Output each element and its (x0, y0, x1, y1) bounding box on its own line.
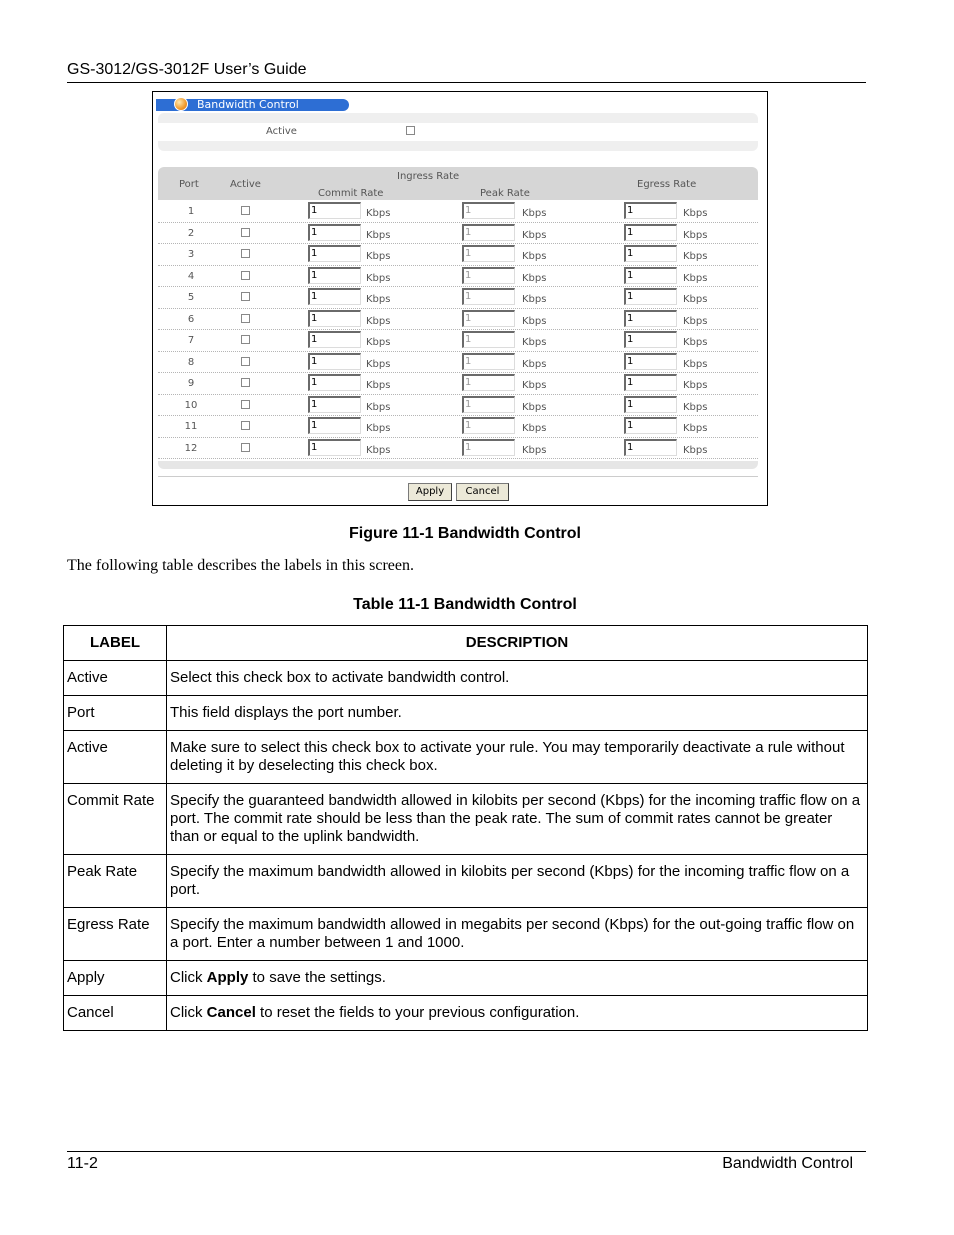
egress-rate-input[interactable]: 1 (624, 245, 677, 262)
commit-unit-label: Kbps (366, 315, 391, 327)
egress-unit-label: Kbps (683, 401, 708, 413)
egress-unit-label: Kbps (683, 229, 708, 241)
commit-rate-input[interactable]: 1 (308, 374, 361, 391)
commit-unit-label: Kbps (366, 294, 391, 305)
commit-rate-input[interactable]: 1 (308, 439, 361, 456)
col-egress-rate: Egress Rate (637, 179, 697, 190)
cancel-button[interactable]: Cancel (456, 483, 509, 501)
row-label: Cancel (64, 996, 167, 1031)
port-active-checkbox[interactable] (241, 206, 250, 215)
egress-unit-label: Kbps (683, 358, 708, 370)
port-number: 11 (184, 421, 198, 432)
peak-unit-label: Kbps (522, 401, 547, 413)
button-divider (158, 476, 758, 477)
egress-rate-input[interactable]: 1 (624, 439, 677, 456)
port-active-checkbox[interactable] (241, 271, 250, 280)
row-label: Active (64, 731, 167, 784)
apply-button[interactable]: Apply (408, 483, 452, 501)
commit-rate-input[interactable]: 1 (308, 417, 361, 434)
chapter-name: Bandwidth Control (722, 1155, 853, 1172)
col-active: Active (230, 179, 261, 190)
port-active-checkbox[interactable] (241, 292, 250, 301)
desc-text: This field displays the port number. (170, 704, 402, 721)
peak-unit-label: Kbps (522, 251, 547, 262)
panel-title: Bandwidth Control (197, 98, 299, 111)
port-active-checkbox[interactable] (241, 378, 250, 387)
egress-rate-input[interactable]: 1 (624, 202, 677, 219)
row-label: Peak Rate (64, 855, 167, 908)
egress-rate-input[interactable]: 1 (624, 310, 677, 327)
table-row (64, 908, 868, 961)
row-description (167, 996, 868, 1031)
commit-rate-input[interactable]: 1 (308, 396, 361, 413)
table-caption: Table 11-1 Bandwidth Control (353, 596, 577, 613)
port-active-checkbox[interactable] (241, 335, 250, 344)
peak-rate-input[interactable]: 1 (462, 288, 515, 305)
col-port: Port (179, 179, 199, 190)
commit-rate-input[interactable]: 1 (308, 288, 361, 305)
row-description (167, 696, 868, 731)
table-row (64, 661, 868, 696)
commit-rate-input[interactable]: 1 (308, 245, 361, 262)
desc-post: to reset the fields to your previous configuration. (255, 1004, 580, 1021)
desc-bold: Apply (206, 969, 249, 986)
egress-rate-input[interactable]: 1 (624, 417, 677, 434)
port-row (158, 416, 758, 438)
commit-unit-label: Kbps (366, 380, 391, 391)
table-footer-band (158, 461, 758, 469)
desc-text: Specify the maximum bandwidth allowed in kilobits per second (Kbps) for the incoming traffic flow on a port. (170, 863, 850, 898)
row-label: Apply (64, 961, 167, 996)
header-description: DESCRIPTION (167, 626, 868, 661)
port-row (158, 266, 758, 288)
port-row (158, 287, 758, 309)
col-commit-rate: Commit Rate (318, 188, 384, 199)
commit-rate-input[interactable]: 1 (308, 202, 361, 219)
desc-text: Specify the maximum bandwidth allowed in megabits per second (Kbps) for the out-going traffic flow on a port. Enter a number between 1 and 1000. (170, 916, 855, 951)
commit-rate-input[interactable]: 1 (308, 310, 361, 327)
desc-bold: Cancel (206, 1004, 256, 1021)
desc-text: Select this check box to activate bandwidth control. (170, 669, 510, 686)
figure-caption: Figure 11-1 Bandwidth Control (348, 525, 581, 542)
egress-unit-label: Kbps (683, 380, 708, 391)
egress-unit-label: Kbps (683, 294, 708, 305)
peak-unit-label: Kbps (522, 358, 547, 370)
port-row (158, 244, 758, 266)
port-row (158, 395, 758, 417)
row-description (167, 961, 868, 996)
port-row (158, 352, 758, 374)
commit-unit-label: Kbps (366, 423, 391, 434)
commit-rate-input[interactable]: 1 (308, 331, 361, 348)
row-description (167, 661, 868, 696)
header-label: LABEL (64, 626, 167, 661)
bandwidth-control-screen (152, 91, 768, 506)
peak-rate-input[interactable]: 1 (462, 417, 515, 434)
peak-rate-input[interactable]: 1 (462, 245, 515, 262)
col-peak-rate: Peak Rate (480, 188, 530, 199)
port-number: 8 (187, 356, 195, 368)
orb-icon (174, 97, 188, 111)
table-row (64, 961, 868, 996)
egress-rate-input[interactable]: 1 (624, 267, 677, 284)
port-row (158, 223, 758, 245)
egress-rate-input[interactable]: 1 (624, 374, 677, 391)
panel-title-bar (156, 99, 349, 111)
port-row (158, 438, 758, 460)
intro-text: The following table describes the labels in this screen. (67, 557, 415, 574)
peak-rate-input[interactable]: 1 (462, 202, 515, 219)
commit-rate-input[interactable]: 1 (308, 224, 361, 241)
egress-unit-label: Kbps (683, 272, 708, 284)
peak-rate-input[interactable]: 1 (462, 374, 515, 391)
commit-unit-label: Kbps (366, 251, 391, 262)
table-row (64, 784, 868, 855)
port-number: 2 (187, 227, 195, 239)
peak-rate-input[interactable]: 1 (462, 224, 515, 241)
port-number: 1 (187, 206, 195, 217)
commit-unit-label: Kbps (366, 444, 391, 456)
port-active-checkbox[interactable] (241, 228, 250, 237)
row-label: Egress Rate (64, 908, 167, 961)
port-active-checkbox[interactable] (241, 421, 250, 430)
peak-unit-label: Kbps (522, 229, 547, 241)
peak-unit-label: Kbps (522, 315, 547, 327)
peak-rate-input[interactable]: 1 (462, 353, 515, 370)
peak-unit-label: Kbps (522, 380, 547, 391)
commit-unit-label: Kbps (366, 229, 391, 241)
peak-rate-input[interactable]: 1 (462, 331, 515, 348)
port-number: 6 (187, 313, 195, 325)
egress-rate-input[interactable]: 1 (624, 224, 677, 241)
col-ingress-rate: Ingress Rate (397, 171, 460, 182)
port-number: 5 (187, 292, 195, 303)
port-row (158, 330, 758, 352)
row-description (167, 855, 868, 908)
commit-unit-label: Kbps (366, 337, 391, 348)
global-active-checkbox[interactable] (406, 126, 415, 135)
port-active-checkbox[interactable] (241, 357, 250, 366)
global-active-label: Active (266, 126, 297, 137)
port-active-checkbox[interactable] (241, 249, 250, 258)
commit-unit-label: Kbps (366, 401, 391, 413)
row-label: Active (64, 661, 167, 696)
egress-unit-label: Kbps (683, 251, 708, 262)
desc-pre: Click (170, 969, 207, 986)
port-number: 4 (187, 270, 195, 282)
desc-pre: Click (170, 1004, 207, 1021)
egress-unit-label: Kbps (683, 423, 708, 434)
peak-unit-label: Kbps (522, 272, 547, 284)
egress-unit-label: Kbps (683, 208, 708, 219)
peak-rate-input[interactable]: 1 (462, 439, 515, 456)
row-label: Commit Rate (64, 784, 167, 855)
port-active-checkbox[interactable] (241, 314, 250, 323)
port-table-header (158, 167, 758, 200)
running-footer (67, 1151, 866, 1174)
port-number: 7 (187, 335, 195, 346)
port-number: 12 (184, 442, 198, 454)
port-row (158, 201, 758, 223)
peak-rate-input[interactable]: 1 (462, 396, 515, 413)
desc-text: Make sure to select this check box to activate your rule. You may temporarily deactivate a rule without deleting it by deselecting this check box. (170, 739, 845, 774)
egress-unit-label: Kbps (683, 444, 708, 456)
egress-rate-input[interactable]: 1 (624, 396, 677, 413)
peak-rate-input[interactable]: 1 (462, 267, 515, 284)
desc-post: to save the settings. (248, 969, 386, 986)
commit-rate-input[interactable]: 1 (308, 267, 361, 284)
row-description (167, 908, 868, 961)
port-active-checkbox[interactable] (241, 443, 250, 452)
desc-text: Specify the guaranteed bandwidth allowed in kilobits per second (Kbps) for the incoming traffic flow on a port. The commit rate should be less than the peak rate. The sum of commit rates cannot be greater than or equal to the uplink bandwidth. (170, 792, 861, 845)
commit-unit-label: Kbps (366, 358, 391, 370)
egress-rate-input[interactable]: 1 (624, 288, 677, 305)
peak-unit-label: Kbps (522, 423, 547, 434)
page-number: 11-2 (67, 1155, 98, 1172)
commit-rate-input[interactable]: 1 (308, 353, 361, 370)
egress-unit-label: Kbps (683, 337, 708, 348)
label-description-table (63, 625, 868, 1031)
port-number: 9 (187, 378, 195, 389)
row-description (167, 731, 868, 784)
peak-rate-input[interactable]: 1 (462, 310, 515, 327)
running-header: GS-3012/GS-3012F User’s Guide (67, 60, 866, 83)
table-header-row (64, 626, 868, 661)
port-number: 3 (187, 249, 195, 260)
commit-unit-label: Kbps (366, 272, 391, 284)
row-label: Port (64, 696, 167, 731)
peak-unit-label: Kbps (522, 444, 547, 456)
table-row (64, 696, 868, 731)
port-number: 10 (184, 399, 198, 411)
port-rows (158, 201, 758, 459)
egress-unit-label: Kbps (683, 315, 708, 327)
peak-unit-label: Kbps (522, 208, 547, 219)
port-active-checkbox[interactable] (241, 400, 250, 409)
table-row (64, 996, 868, 1031)
egress-rate-input[interactable]: 1 (624, 331, 677, 348)
commit-unit-label: Kbps (366, 208, 391, 219)
peak-unit-label: Kbps (522, 337, 547, 348)
port-row (158, 373, 758, 395)
table-row (64, 731, 868, 784)
port-row (158, 309, 758, 331)
egress-rate-input[interactable]: 1 (624, 353, 677, 370)
peak-unit-label: Kbps (522, 294, 547, 305)
row-description (167, 784, 868, 855)
global-active-band (158, 113, 758, 151)
table-row (64, 855, 868, 908)
